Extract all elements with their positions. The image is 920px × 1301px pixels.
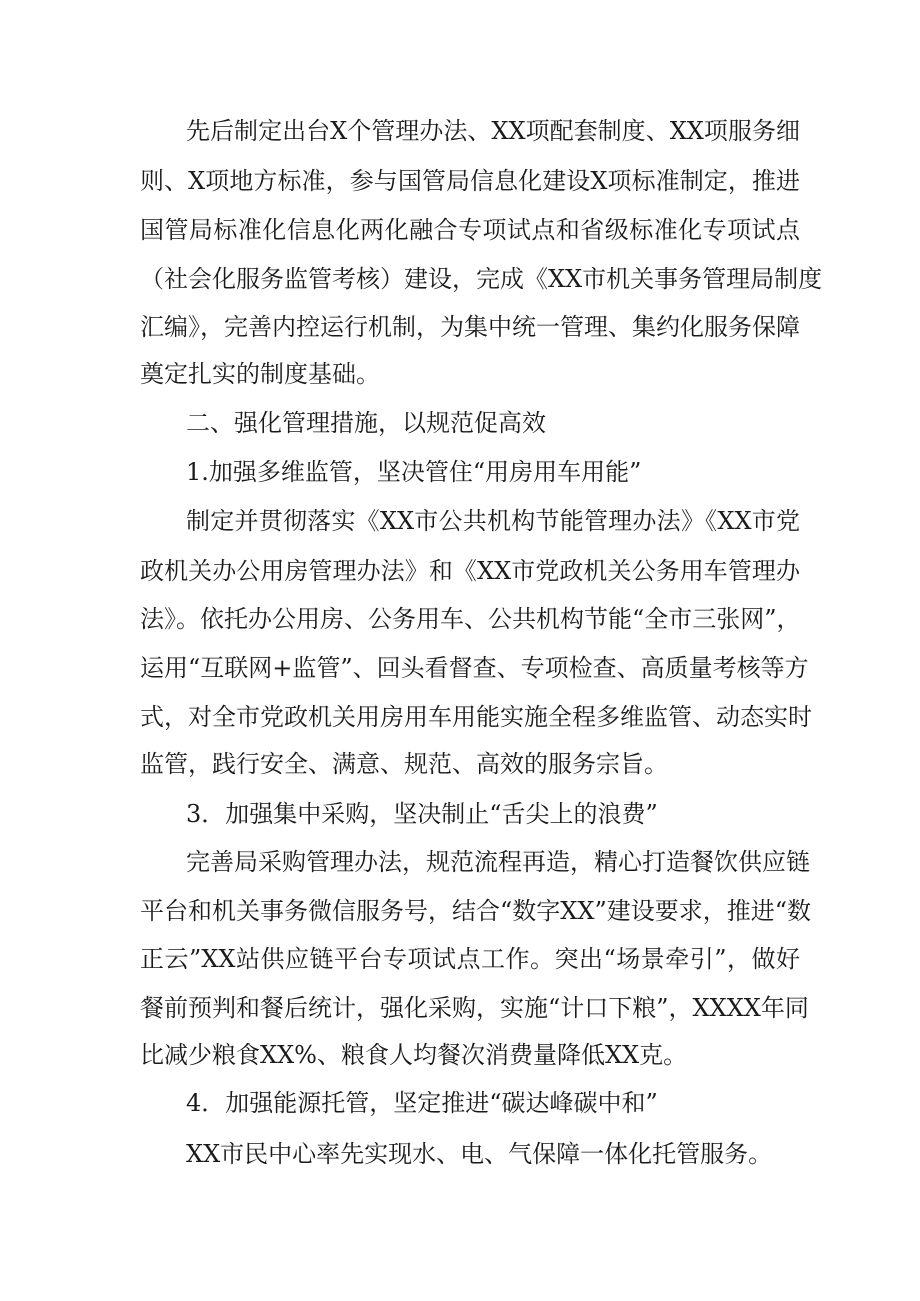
paragraph-line: 完善局采购管理办法，规范流程再造，精心打造餐饮供应链 — [186, 848, 810, 876]
subsection-heading: 3．加强集中采购，坚决制止“舌尖上的浪费” — [186, 800, 658, 828]
paragraph-line: 先后制定出台X个管理办法、XX项配套制度、XX项服务细 — [186, 117, 800, 145]
paragraph-line: 政机关办公用房管理办法》和《XX市党政机关公务用车管理办 — [140, 557, 800, 585]
paragraph-line: 平台和机关事务微信服务号，结合“数字XX”建设要求，推进“数 — [140, 897, 811, 925]
paragraph-line: 汇编》，完善内控运行机制，为集中统一管理、集约化服务保障 — [140, 313, 800, 341]
paragraph-line: 国管局标准化信息化两化融合专项试点和省级标准化专项试点 — [140, 216, 800, 244]
paragraph-line: 运用“互联网+监管”、回头看督查、专项检查、高质量考核等方 — [140, 654, 809, 682]
paragraph-line: 奠定扎实的制度基础。 — [140, 360, 380, 388]
paragraph-line: 法》。依托办公用房、公务用车、公共机构节能“全市三张网”， — [140, 605, 801, 633]
section-heading: 二、强化管理措施，以规范促高效 — [186, 409, 546, 437]
paragraph-line: 则、X项地方标准，参与国管局信息化建设X项标准制定，推进 — [140, 167, 800, 195]
paragraph-line: 制定并贯彻落实《XX市公共机构节能管理办法》《XX市党 — [186, 507, 800, 535]
paragraph-line: XX市民中心率先实现水、电、气保障一体化托管服务。 — [186, 1140, 773, 1168]
paragraph-line: 正云”XX站供应链平台专项试点工作。突出“场景牵引”，做好 — [140, 945, 800, 973]
paragraph-line: （社会化服务监管考核）建设，完成《XX市机关事务管理局制度 — [140, 265, 823, 293]
subsection-heading: 4．加强能源托管，坚定推进“碳达峰碳中和” — [186, 1089, 658, 1117]
paragraph-line: 监管，践行安全、满意、规范、高效的服务宗旨。 — [140, 750, 668, 778]
subsection-heading: 1.加强多维监管，坚决管住“用房用车用能” — [186, 458, 642, 486]
paragraph-line: 比减少粮食XX%、粮食人均餐次消费量降低XX克。 — [140, 1041, 688, 1069]
paragraph-line: 式，对全市党政机关用房用车用能实施全程多维监管、动态实时 — [140, 703, 812, 731]
paragraph-line: 餐前预判和餐后统计，强化采购，实施“计口下粮”，XXXX年同 — [140, 994, 809, 1022]
